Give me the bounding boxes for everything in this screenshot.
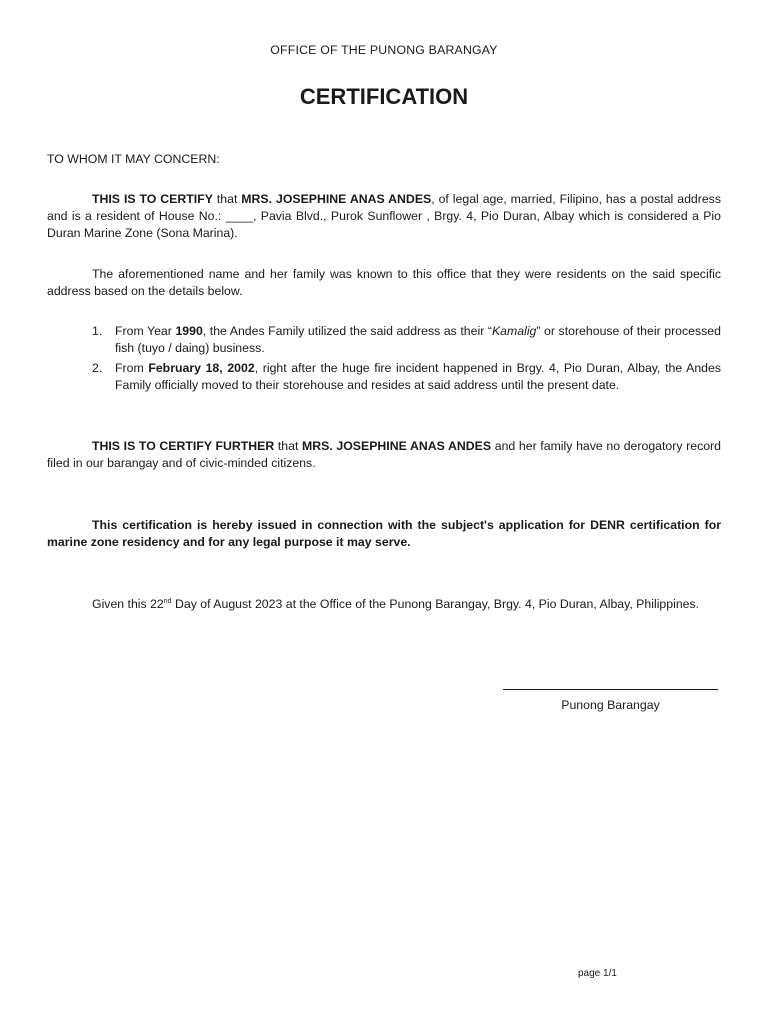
subject-name: MRS. JOSEPHINE ANAS ANDES: [241, 192, 432, 206]
salutation: TO WHOM IT MAY CONCERN:: [47, 152, 220, 166]
certify-further-paragraph: THIS IS TO CERTIFY FURTHER that MRS. JOSEPHINE ANAS ANDES and her family have no derogatory record filed in our barangay and of civic-minded citizens.: [47, 439, 721, 470]
signature-line: [503, 689, 718, 690]
document-title: CERTIFICATION: [299, 84, 469, 109]
certify-further-lead: THIS IS TO CERTIFY FURTHER: [92, 439, 275, 453]
certify-paragraph: THIS IS TO CERTIFY that MRS. JOSEPHINE ANAS ANDES, of legal age, married, Filipino, has a postal address and is a resident of House No.: ____, Pavia Blvd., Purok Sunflower , Brgy. 4, Pio Duran, Albay which is considered a Pio Duran Marine Zone (Sona Marina).: [47, 192, 721, 240]
details-list: [47, 323, 721, 397]
given-paragraph: Given this 22nd Day of August 2023 at the Office of the Punong Barangay, Brgy. 4, Pio Duran, Albay, Philippines.: [92, 597, 700, 611]
purpose-paragraph: This certification is hereby issued in connection with the subject's application for DENR certification for marine zone residency and for any legal purpose it may serve.: [47, 518, 721, 549]
certify-lead: THIS IS TO CERTIFY: [92, 192, 213, 206]
list-item: 1. From Year 1990, the Andes Family utilized the said address as their “Kamalig” or storehouse of their processed fish (tuyo / daing) business.: [92, 324, 721, 355]
subject-name: MRS. JOSEPHINE ANAS ANDES: [302, 439, 492, 453]
office-header: OFFICE OF THE PUNONG BARANGAY: [270, 43, 498, 57]
page-number: page 1/1: [578, 968, 617, 979]
list-item: 2. From February 18, 2002, right after the huge fire incident happened in Brgy. 4, Pio Duran, Albay, the Andes Family officially moved to their storehouse and resides at said address until the present date.: [92, 361, 722, 392]
details-paragraph: The aforementioned name and her family was known to this office that they were residents on the said specific address based on the details below.: [47, 267, 721, 298]
signature-label: Punong Barangay: [561, 698, 660, 712]
